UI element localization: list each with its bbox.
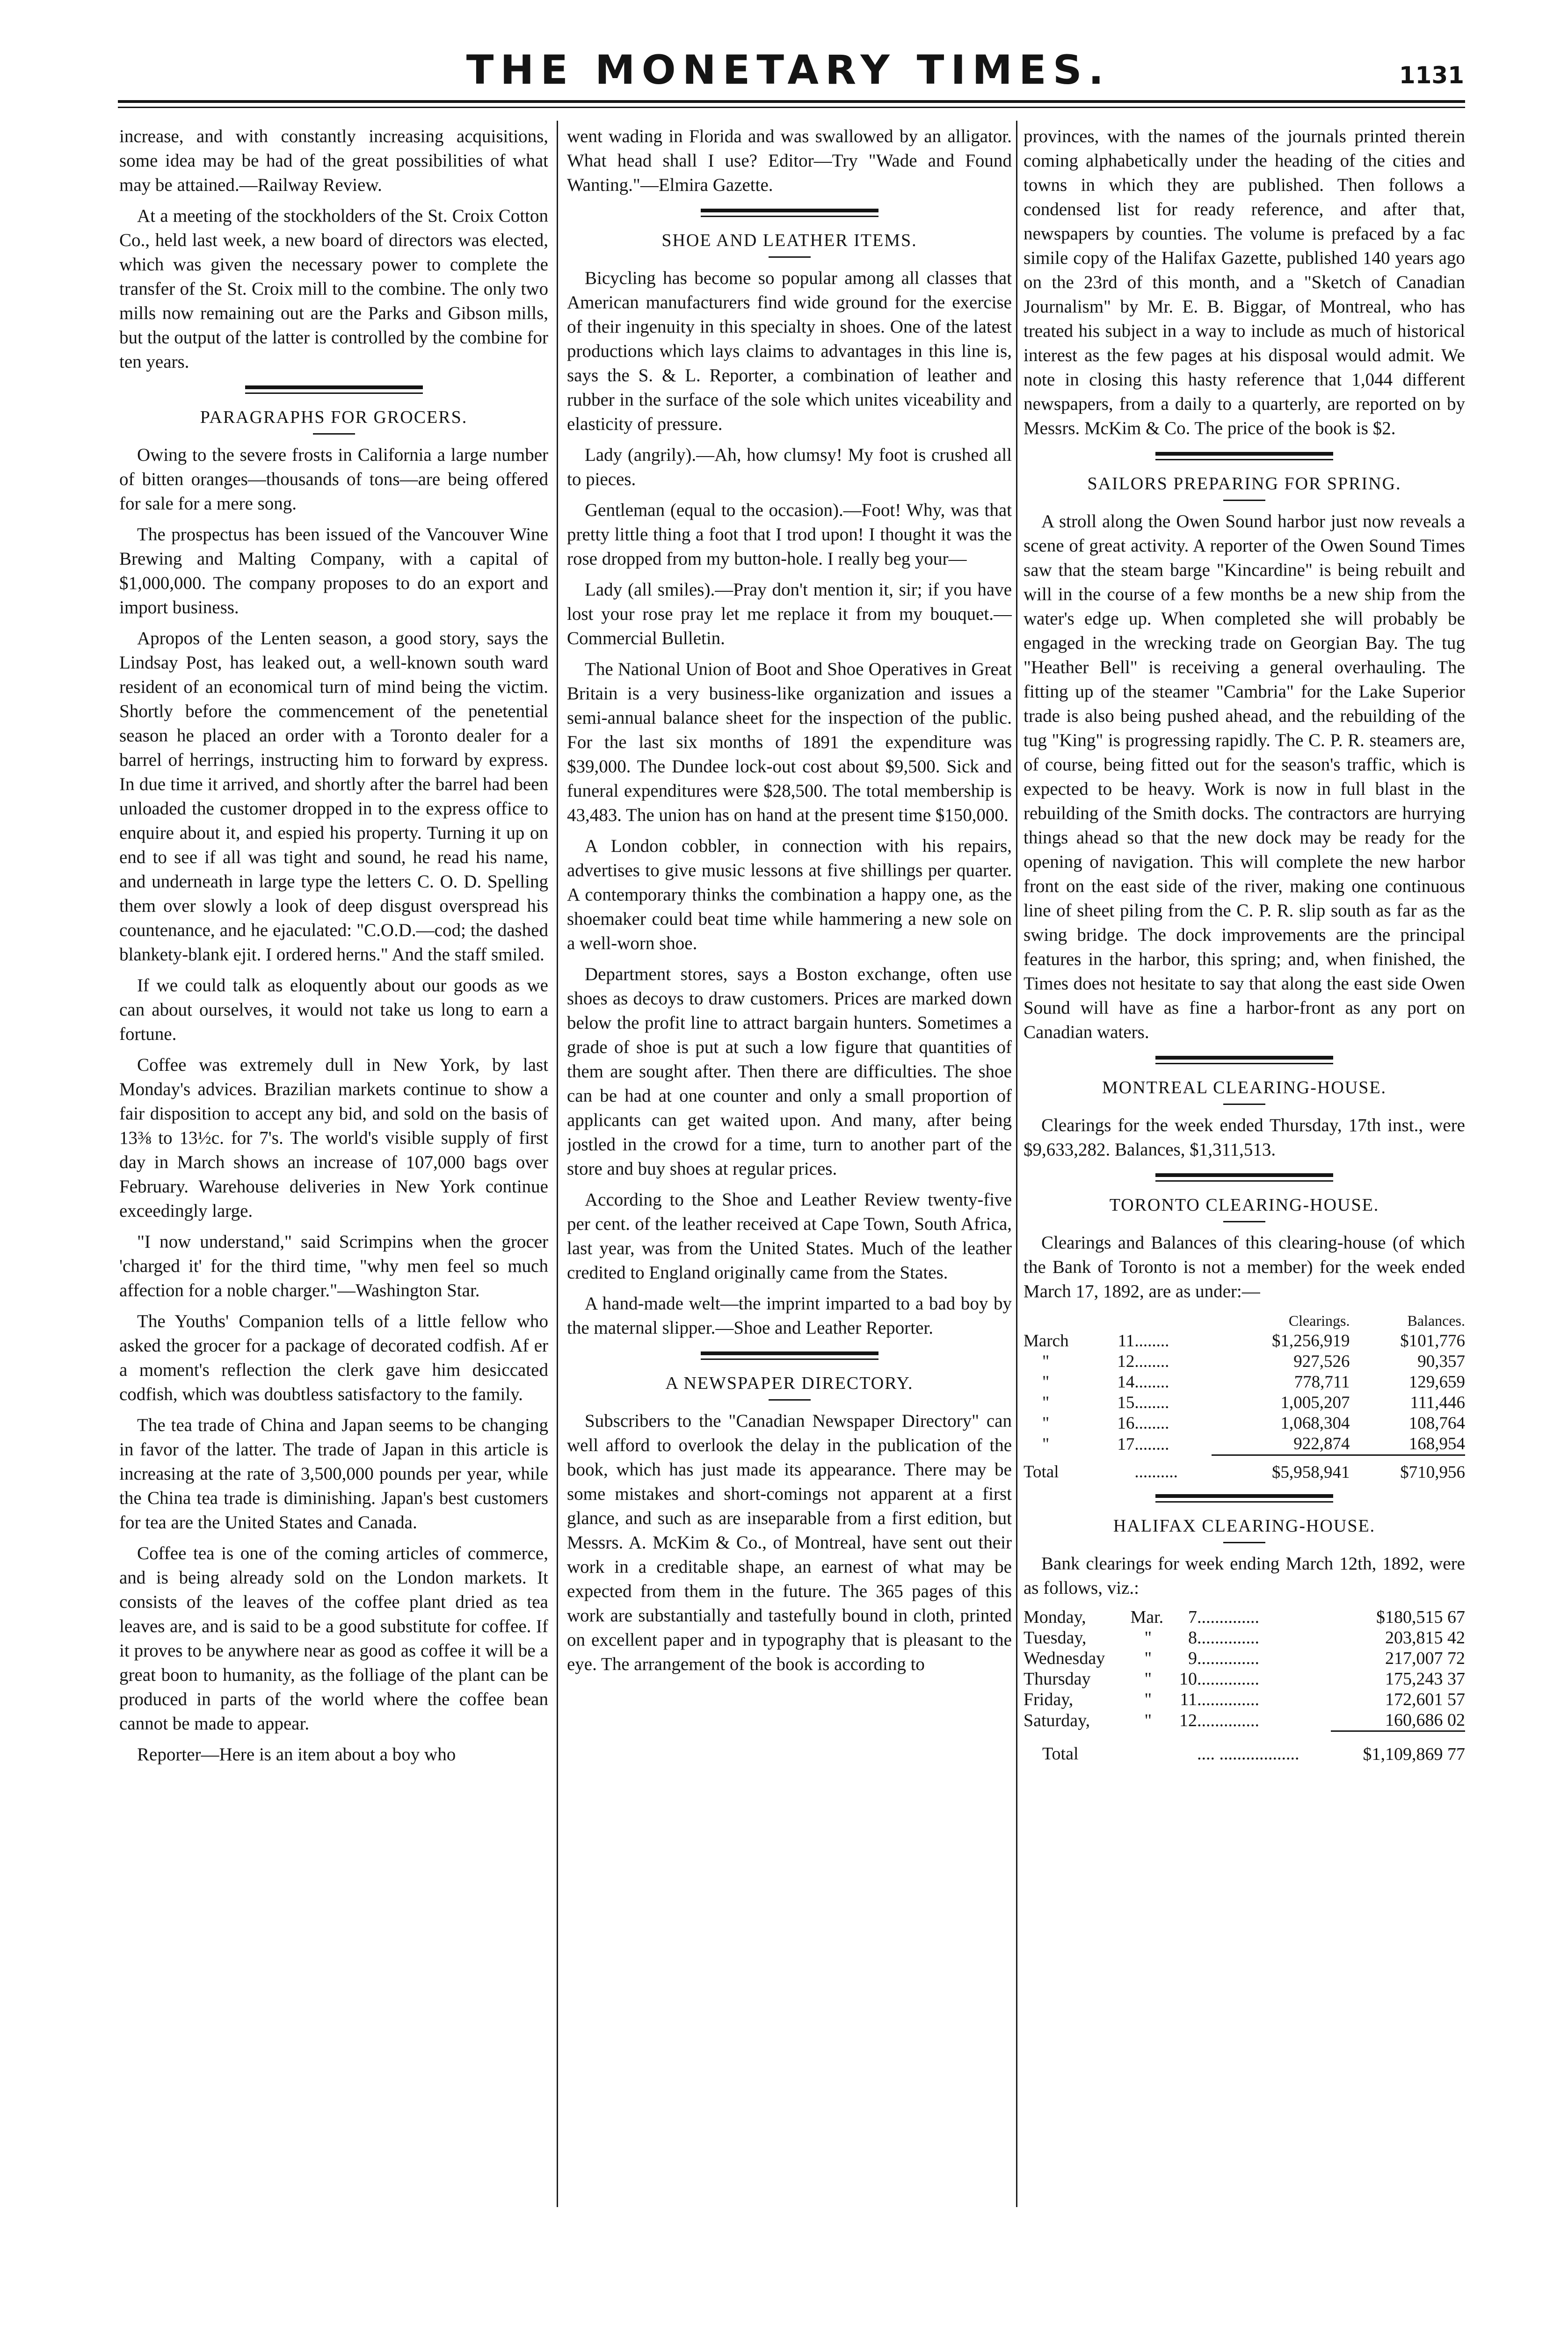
amount-cell: 160,686 02	[1385, 1710, 1465, 1730]
paragraph: A stroll along the Owen Sound harbor just now reveals a scene of great activity. A reporter of the Owen Sound Times saw that the steam barge "Kincardine" is being rebuilt and will in the course of a few months be a new ship from the water's edge up. When completed she will probably be engaged in the wrecking trade on Georgian Bay. The tug "Heather Bell" is receiving a general overhauling. The fitting up of the steamer "Cambria" for the Lake Superior trade is also being pushed ahead, and the rebuilding of the tug "King" is progressing rapidly. The C. P. R. steamers are, of course, being fitted out for the season's traffic, which is expected to be heavy. Work is now in full blast in the rebuilding of the Smith docks. The contractors are hurrying things ahead so that the new dock may be ready for the opening of navigation. This will complete the new harbor front on the east side of the river, making one continuous line of sheet piling from the C. P. R. slip south as far as the swing bridge. The dock improvements are the principal features in the harbor, this spring; and, when finished, the Times does not hesitate to say that along the east side Owen Sound will have as fine a harbor-front as any port on Canadian waters.	[1024, 511, 1465, 1042]
section-heading: PARAGRAPHS FOR GROCERS.	[200, 407, 468, 427]
paragraph: provinces, with the names of the journals printed therein coming alphabetically under the heading of the cities and towns in which they are published. Then follows a condensed list for ready reference, and after that, newspapers by counties. The volume is prefaced by a fac simile copy of the Halifax Gazette, published 140 years ago on the 23rd of this month, and a "Sketch of Canadian Journalism" by Mr. E. B. Biggar, of Montreal, who has treated his subject in a way to include as much of historical interest as the few pages at his disposal would admit. We note in closing this hasty reference that 1,044 different newspapers, from a daily to a quarterly, are reported on by Messrs. McKim & Co. The price of the book is $2.	[1024, 126, 1465, 438]
section-separator	[701, 209, 878, 217]
table-row	[1024, 1331, 1465, 1351]
paragraph: Apropos of the Lenten season, a good story, says the Lindsay Post, has leaked out, a well-known south ward resident of an economical turn of mind being the victim. Shortly before the commencement of the penetential season he placed an order with a Toronto dealer for a barrel of herrings, instructing him to forward by express. In due time it arrived, and shortly after the barrel had been unloaded the customer dropped in to the express office to enquire about it, and espied his property. Turning it up on end to see if all was tight and sound, he read his name, and underneath in large type the letters C. O. D. Spelling them over slowly a look of deep disgust overspread his countenance, and he ejaculated: "C.O.D.—cod; the dashed blankety-blank ejit. I ordered herns." And the staff smiled.	[119, 628, 548, 965]
toronto-clearings-table	[1024, 1310, 1465, 1483]
paragraph: A hand-made welt—the imprint imparted to a bad boy by the maternal slipper.—Shoe and Leather Reporter.	[567, 1293, 1012, 1338]
paragraph: The prospectus has been issued of the Vancouver Wine Brewing and Malting Company, with a capital of $1,000,000. The company proposes to do an export and import business.	[119, 524, 548, 617]
month-cell: "	[1144, 1649, 1152, 1668]
paragraph: At a meeting of the stockholders of the St. Croix Cotton Co., held last week, a new board of directors was elected, which was given the necessary power to complete the transfer of the St. Croix mill to the combine. The only two mills now remaining out are the Parks and Gibson mills, but the output of the latter is controlled by the combine for ten years.	[119, 206, 548, 372]
paragraph: went wading in Florida and was swallowed by an alligator. What head shall I use? Editor—Try "Wade and Found Wanting."—Elmira Gazette.	[567, 126, 1012, 195]
table-row	[1024, 1648, 1465, 1669]
weekday-cell: Tuesday,	[1024, 1628, 1087, 1648]
month-cell: "	[1144, 1669, 1152, 1689]
month-cell: "	[1042, 1434, 1050, 1454]
leader-dots: ........	[1134, 1393, 1169, 1412]
clearings-cell: 1,005,207	[1280, 1393, 1350, 1412]
paragraph: Bank clearings for week ending March 12th, 1892, were as follows, viz.:	[1024, 1554, 1465, 1598]
paragraph: Lady (angrily).—Ah, how clumsy! My foot is crushed all to pieces.	[567, 445, 1012, 489]
table-row	[1024, 1372, 1465, 1393]
paragraph: Department stores, says a Boston exchange, often use shoes as decoys to draw customers. Prices are marked down below the profit line to attract bargain hunters. Sometimes a grade of shoe is put at such a low figure that quantities of them are sought after. Then there are difficulties. The shoe can be had at one counter and only a small proportion of applicants can get waited upon. And many, after being jostled in the crowd for a time, turn to another part of the store and buy shoes at regular prices.	[567, 964, 1012, 1179]
column-header: Balances.	[1407, 1312, 1465, 1329]
column-header: Clearings.	[1288, 1312, 1350, 1329]
table-row	[1024, 1351, 1465, 1372]
date-cell: 11	[1180, 1690, 1197, 1709]
table-row	[1024, 1393, 1465, 1413]
clearings-cell: 927,526	[1293, 1352, 1350, 1371]
amount-cell: 203,815 42	[1385, 1628, 1465, 1648]
clearings-cell: $1,256,919	[1271, 1331, 1350, 1351]
paragraph: Clearings for the week ended Thursday, 17th inst., were $9,633,282. Balances, $1,311,513.	[1024, 1115, 1465, 1160]
section-separator	[701, 1351, 878, 1360]
balances-cell: 168,954	[1408, 1434, 1465, 1453]
header-rule-thick	[118, 100, 1465, 103]
paragraph: The Youths' Companion tells of a little fellow who asked the grocer for a package of decorated codfish. Af er a moment's reflection the clerk gave him desiccated codfish, which was doubtless satisfactory to the family.	[119, 1311, 548, 1404]
balances-cell: 129,659	[1408, 1373, 1465, 1392]
leader-dots: ........	[1134, 1414, 1169, 1433]
leader-dots: ..........	[1134, 1462, 1178, 1482]
total-amount: $1,109,869 77	[1331, 1731, 1465, 1765]
section-separator	[1155, 1056, 1333, 1064]
leader-dots: ........	[1134, 1331, 1169, 1351]
total-row	[1024, 1455, 1465, 1483]
paragraph: Coffee tea is one of the coming articles of commerce, and is being already sold on the London markets. It consists of the leaves of the coffee plant dried as tea leaves are, and is said to be a good substitute for coffee. If it proves to be anywhere near as good as coffee it will be a great boon to humanity, as the folliage of the plant can be produced in parts of the world where the coffee bean cannot be made to appear.	[119, 1543, 548, 1734]
table-row	[1024, 1710, 1465, 1731]
section-separator	[245, 385, 423, 394]
paragraph: Bicycling has become so popular among all classes that American manufacturers find wide ground for the exercise of their ingenuity in this specialty in shoes. One of the latest productions which lays claims to advantages in this line is, says the S. & L. Reporter, a combination of leather and rubber in the surface of the sole which unites viceability and elasticity of pressure.	[567, 268, 1012, 434]
day-cell: 17	[1117, 1434, 1135, 1454]
date-cell: 9	[1188, 1649, 1197, 1668]
section-separator	[1155, 1494, 1333, 1503]
column-rule-left	[557, 121, 558, 2207]
paragraph: A London cobbler, in connection with his repairs, advertises to give music lessons at five shillings per quarter. A contemporary thinks the combination a happy one, as the shoemaker could beat time while hammering a new sole on a well-worn shoe.	[567, 836, 1012, 953]
heading-rule	[769, 1399, 811, 1401]
paragraph: Coffee was extremely dull in New York, by last Monday's advices. Brazilian markets continue to show a fair disposition to accept any bid, and sold on the basis of 13⅜ to 13½c. for 7's. The world's visible supply of first day in March shows an increase of 107,000 bags over February. Warehouse deliveries in New York continue exceedingly large.	[119, 1055, 548, 1221]
balances-cell: 90,357	[1417, 1352, 1465, 1371]
heading-rule	[313, 433, 355, 435]
section-heading: TORONTO CLEARING-HOUSE.	[1109, 1195, 1379, 1215]
total-balances: $710,956	[1350, 1455, 1465, 1483]
paragraph: Reporter—Here is an item about a boy who	[137, 1744, 456, 1765]
leader-dots: ..............	[1197, 1649, 1259, 1668]
total-row	[1024, 1731, 1465, 1765]
paragraph: Clearings and Balances of this clearing-house (of which the Bank of Toronto is not a member) for the week ended March 17, 1892, are as under:—	[1024, 1233, 1465, 1301]
table-row	[1024, 1434, 1465, 1455]
publication-title: THE MONETARY TIMES.	[466, 47, 1111, 94]
total-clearings: $5,958,941	[1212, 1455, 1350, 1483]
clearings-cell: 778,711	[1294, 1373, 1350, 1392]
section-heading: MONTREAL CLEARING-HOUSE.	[1102, 1078, 1387, 1097]
paragraph: increase, and with constantly increasing acquisitions, some idea may be had of the great possibilities of what may be attained.—Railway Review.	[119, 126, 548, 195]
paragraph: The National Union of Boot and Shoe Operatives in Great Britain is a very business-like organization and issues a semi-annual balance sheet for the inspection of the public. For the last six months of 1891 the expenditure was $39,000. The Dundee lock-out cost about $9,500. Sick and funeral expenditures were $28,500. The total membership is 43,483. The union has on hand at the present time $150,000.	[567, 659, 1012, 825]
weekday-cell: Monday,	[1024, 1607, 1086, 1627]
paragraph: Owing to the severe frosts in California a large number of bitten oranges—thousands of tons—are being offered for sale for a mere song.	[119, 445, 548, 514]
date-cell: 12	[1179, 1710, 1197, 1730]
section-heading: A NEWSPAPER DIRECTORY.	[665, 1373, 914, 1393]
paragraph: Subscribers to the "Canadian Newspaper Directory" can well afford to overlook the delay in the publication of the book, which has just made its appearance. There may be some mistakes and short-comings not apparent at a first glance, and such as are inseparable from a first edition, but Messrs. A. McKim & Co., of Montreal, have sent out their work in a creditable shape, an earnest of what may be expected from them in the future. The 365 pages of this work are substantially and tastefully bound in cloth, printed on excellent paper and in typography that is pleasant to the eye. The arrangement of the book is according to	[567, 1411, 1012, 1674]
month-cell: "	[1042, 1352, 1050, 1371]
header-rule-thin	[118, 107, 1465, 108]
balances-cell: 108,764	[1408, 1414, 1465, 1433]
clearings-cell: 1,068,304	[1280, 1414, 1350, 1433]
column-two	[567, 124, 1012, 2201]
leader-dots: .... ..................	[1197, 1744, 1299, 1764]
leader-dots: ..............	[1197, 1669, 1259, 1689]
section-heading: SHOE AND LEATHER ITEMS.	[661, 231, 917, 250]
amount-cell: 217,007 72	[1385, 1649, 1465, 1668]
weekday-cell: Friday,	[1024, 1690, 1074, 1709]
day-cell: 11	[1118, 1331, 1135, 1351]
heading-rule	[1223, 500, 1265, 501]
leader-dots: ........	[1134, 1373, 1169, 1392]
page-number: 1131	[1399, 62, 1464, 89]
masthead	[94, 43, 1483, 99]
date-cell: 7	[1188, 1607, 1197, 1627]
section-heading: SAILORS PREPARING FOR SPRING.	[1087, 474, 1401, 494]
table-row	[1024, 1627, 1465, 1648]
leader-dots: ........	[1134, 1434, 1169, 1454]
column-rule-right	[1016, 121, 1017, 2207]
month-cell: "	[1144, 1690, 1152, 1709]
heading-rule	[1223, 1542, 1265, 1543]
amount-cell: $180,515 67	[1376, 1607, 1465, 1627]
paragraph: "I now understand," said Scrimpins when the grocer 'charged it' for the third time, "why men feel so much affection for a noble charger."—Washington Star.	[119, 1232, 548, 1300]
day-cell: 15	[1117, 1393, 1135, 1412]
column-one	[119, 124, 548, 2201]
balances-cell: 111,446	[1410, 1393, 1465, 1412]
table-row	[1024, 1689, 1465, 1710]
leader-dots: ..............	[1197, 1607, 1259, 1627]
paragraph: According to the Shoe and Leather Review twenty-five per cent. of the leather received at Cape Town, South Africa, last year, was from the United States. Much of the leather credited to England originally came from the States.	[567, 1190, 1012, 1283]
leader-dots: ..............	[1197, 1710, 1259, 1730]
month-cell: "	[1042, 1414, 1050, 1433]
table-row	[1024, 1413, 1465, 1434]
heading-rule	[769, 256, 811, 258]
leader-dots: ........	[1134, 1352, 1169, 1371]
weekday-cell: Wednesday	[1024, 1649, 1105, 1668]
month-cell: "	[1144, 1710, 1152, 1730]
halifax-clearings-table	[1024, 1607, 1465, 1765]
day-cell: 12	[1117, 1352, 1135, 1371]
weekday-cell: Saturday,	[1024, 1710, 1090, 1730]
leader-dots: ..............	[1197, 1628, 1259, 1648]
date-cell: 10	[1179, 1669, 1197, 1689]
heading-rule	[1223, 1221, 1265, 1222]
month-cell: Mar.	[1130, 1607, 1164, 1627]
month-cell: March	[1024, 1331, 1069, 1351]
total-label: Total	[1042, 1744, 1079, 1764]
total-label: Total	[1024, 1462, 1059, 1482]
column-three	[1024, 124, 1465, 2201]
section-separator	[1155, 1173, 1333, 1182]
paragraph: If we could talk as eloquently about our goods as we can about ourselves, it would not take us long to earn a fortune.	[119, 975, 548, 1044]
clearings-cell: 922,874	[1293, 1434, 1350, 1453]
paragraph: Lady (all smiles).—Pray don't mention it, sir; if you have lost your rose pray let me replace it from my bouquet.—Commercial Bulletin.	[567, 580, 1012, 648]
paragraph: Gentleman (equal to the occasion).—Foot! Why, was that pretty little thing a foot that I trod upon! I thought it was the rose dropped from my button-hole. I really beg your—	[567, 500, 1012, 569]
table-row	[1024, 1669, 1465, 1689]
day-cell: 16	[1117, 1414, 1135, 1433]
amount-cell: 172,601 57	[1385, 1690, 1465, 1709]
table-row	[1024, 1607, 1465, 1627]
section-separator	[1155, 452, 1333, 460]
balances-cell: $101,776	[1400, 1331, 1465, 1351]
month-cell: "	[1144, 1628, 1152, 1648]
weekday-cell: Thursday	[1024, 1669, 1091, 1689]
amount-cell: 175,243 37	[1385, 1669, 1465, 1689]
leader-dots: ..............	[1197, 1690, 1259, 1709]
heading-rule	[1223, 1104, 1265, 1105]
month-cell: "	[1042, 1393, 1050, 1412]
paragraph: The tea trade of China and Japan seems to be changing in favor of the latter. The trade of Japan in this article is increasing at the rate of 3,500,000 pounds per year, while the China tea trade is diminishing. Japan's best customers for tea are the United States and Canada.	[119, 1415, 548, 1533]
section-heading: HALIFAX CLEARING-HOUSE.	[1113, 1516, 1376, 1536]
day-cell: 14	[1117, 1373, 1135, 1392]
date-cell: 8	[1188, 1628, 1197, 1648]
month-cell: "	[1042, 1373, 1050, 1392]
